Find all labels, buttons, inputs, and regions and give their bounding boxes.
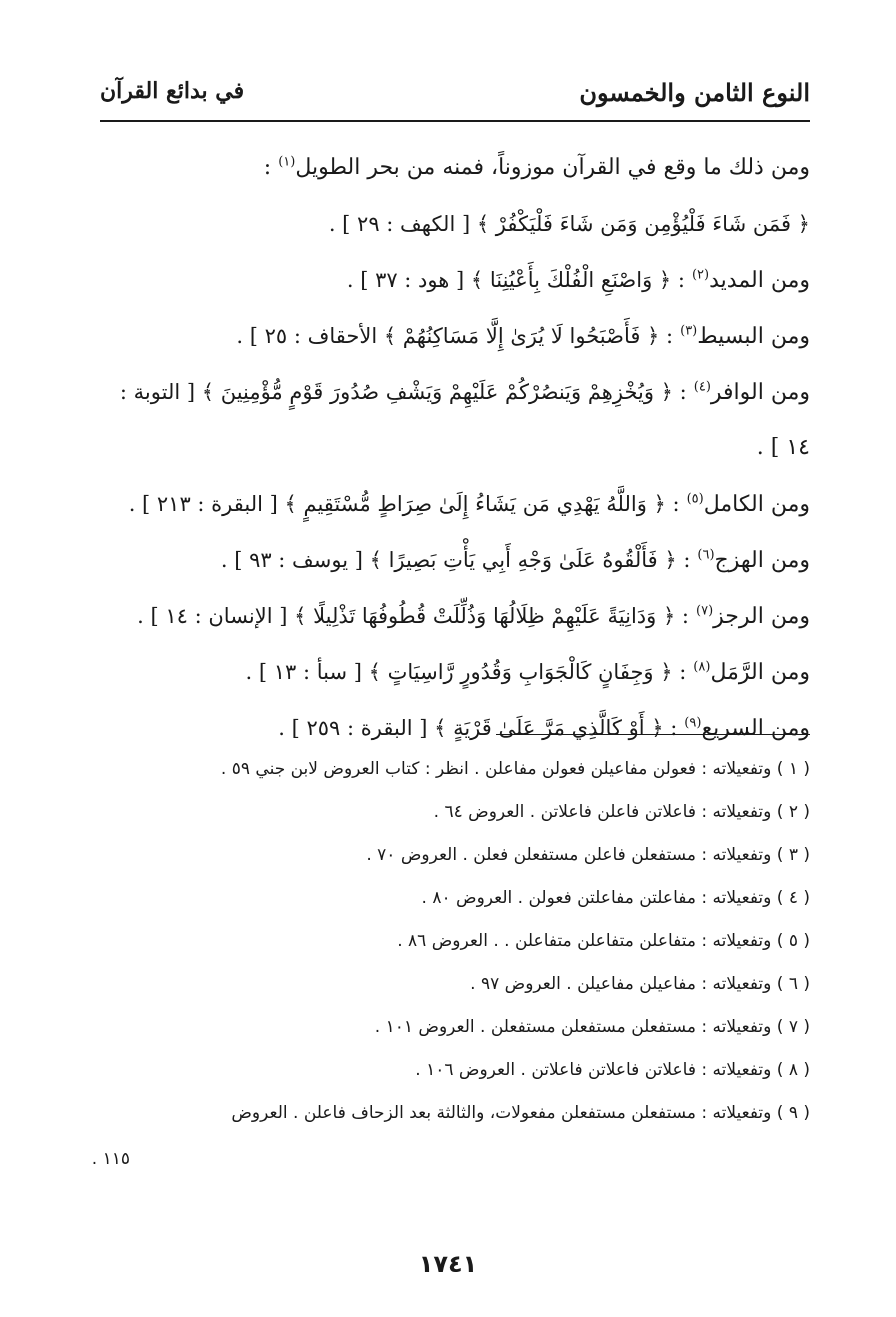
meter-name: ومن الهزج (714, 548, 810, 573)
footnote: ( ٢ ) وتفعيلاته : فاعلاتن فاعلن فاعلاتن . العروض ٦٤ . (433, 802, 810, 822)
verse-text: : ﴿ وَيُخْزِهِمْ وَيَنصُرْكُمْ عَلَيْهِمْ وَيَشْفِ صُدُورَ قَوْمٍ مُّؤْمِنِينَ ﴾ [ التوبة : (119, 380, 687, 404)
footnote-marker: (١) (278, 154, 296, 170)
meter-name: ومن الرَّمَل (710, 660, 810, 685)
book-title: في بدائع القرآن (100, 78, 245, 104)
verse-text: : ﴿ وَاللَّهُ يَهْدِي مَن يَشَاءُ إِلَىٰ صِرَاطٍ مُّسْتَقِيمٍ ﴾ [ البقرة : ٢١٣ ] . (128, 492, 680, 516)
meter-line-rajaz (100, 588, 810, 644)
meter-name: ومن الرجز (713, 604, 810, 629)
verse-line (100, 196, 810, 252)
meter-name: ومن السريع (701, 716, 810, 741)
meter-line-kamil (100, 476, 810, 532)
footnote: ( ٤ ) وتفعيلاته : مفاعلتن مفاعلتن فعولن . العروض ٨٠ . (421, 888, 810, 908)
footnote-marker: (٥) (686, 491, 704, 507)
meter-line-madid (100, 252, 810, 308)
meter-name: ومن الكامل (703, 492, 810, 517)
footnote-marker: (٣) (680, 323, 698, 339)
meter-name: ومن البسيط (697, 324, 810, 349)
verse-text: : ﴿ وَدَانِيَةً عَلَيْهِمْ ظِلَالُهَا وَذُلِّلَتْ قُطُوفُهَا تَذْلِيلًا ﴾ [ الإنسان : ١٤ ] . (137, 604, 690, 628)
meter-line-basit (100, 308, 810, 364)
intro-line (100, 140, 810, 196)
intro-colon: : (263, 155, 272, 180)
footnote-marker: (٢) (691, 267, 710, 283)
footnote: ( ١ ) وتفعيلاته : فعولن مفاعيلن فعولن مفاعلن . انظر : كتاب العروض لابن جني ٥٩ . (220, 759, 810, 779)
meter-name: ومن الوافر (710, 380, 810, 405)
verse-text: : ﴿ وَجِفَانٍ كَالْجَوَابِ وَقُدُورٍ رَّاسِيَاتٍ ﴾ [ سبأ : ١٣ ] . (245, 660, 687, 684)
meter-name: ومن المديد (709, 268, 810, 293)
verse-text: : ﴿ فَأَلْقُوهُ عَلَىٰ وَجْهِ أَبِي يَأْتِ بَصِيرًا ﴾ [ يوسف : ٩٣ ] . (220, 548, 691, 572)
page-number: ١٧٤١ (418, 1250, 478, 1278)
verse-text: : ﴿ أَوْ كَالَّذِي مَرَّ عَلَىٰ قَرْيَةٍ ﴾ [ البقرة : ٢٥٩ ] . (278, 716, 678, 740)
footnote-marker: (٨) (693, 659, 711, 675)
footnote-continuation: ١١٥ . (91, 1149, 130, 1169)
meter-line-ramal (100, 644, 810, 700)
meter-line-wafir (100, 364, 810, 420)
footnotes (91, 748, 810, 1183)
footnote: ( ٨ ) وتفعيلاته : فاعلاتن فاعلاتن فاعلاتن . العروض ١٠٦ . (415, 1060, 810, 1080)
verse-text: : ﴿ فَأَصْبَحُوا لَا يُرَىٰ إِلَّا مَسَاكِنُهُمْ ﴾ الأحقاف : ٢٥ ] . (236, 324, 674, 348)
verse-continuation (100, 420, 810, 476)
footnote: ( ٦ ) وتفعيلاته : مفاعيلن مفاعيلن . العروض ٩٧ . (470, 974, 810, 994)
footnote-marker: (٤) (693, 379, 711, 395)
footnote: ( ٧ ) وتفعيلاته : مستفعلن مستفعلن مستفعلن . العروض ١٠١ . (374, 1017, 810, 1037)
footnote: ( ٩ ) وتفعيلاته : مستفعلن مستفعلن مفعولات، والثالثة بعد الزحاف فاعلن . العروض (231, 1103, 810, 1123)
footnote-marker: (٩) (684, 715, 702, 731)
main-text (100, 140, 810, 756)
verse-reference: ١٤ ] . (756, 435, 810, 460)
verse-text: : ﴿ وَاصْنَعِ الْفُلْكَ بِأَعْيُنِنَا ﴾ [ هود : ٣٧ ] . (346, 268, 685, 292)
footnote-marker: (٦) (697, 547, 715, 563)
meter-line-hazaj (100, 532, 810, 588)
chapter-title: النوع الثامن والخمسون (579, 78, 810, 107)
running-header (100, 78, 810, 118)
intro-text: ومن ذلك ما وقع في القرآن موزوناً، فمنه من بحر الطويل (295, 155, 810, 180)
verse-text: ﴿ فَمَن شَاءَ فَلْيُؤْمِن وَمَن شَاءَ فَلْيَكْفُرْ ﴾ [ الكهف : ٢٩ ] . (328, 212, 810, 236)
footnote-separator (496, 734, 810, 735)
header-rule (100, 120, 810, 122)
footnote: ( ٣ ) وتفعيلاته : مستفعلن فاعلن مستفعلن فعلن . العروض ٧٠ . (366, 845, 810, 865)
footnote: ( ٥ ) وتفعيلاته : متفاعلن متفاعلن متفاعلن . . العروض ٨٦ . (397, 931, 810, 951)
footnote-marker: (٧) (696, 603, 714, 619)
